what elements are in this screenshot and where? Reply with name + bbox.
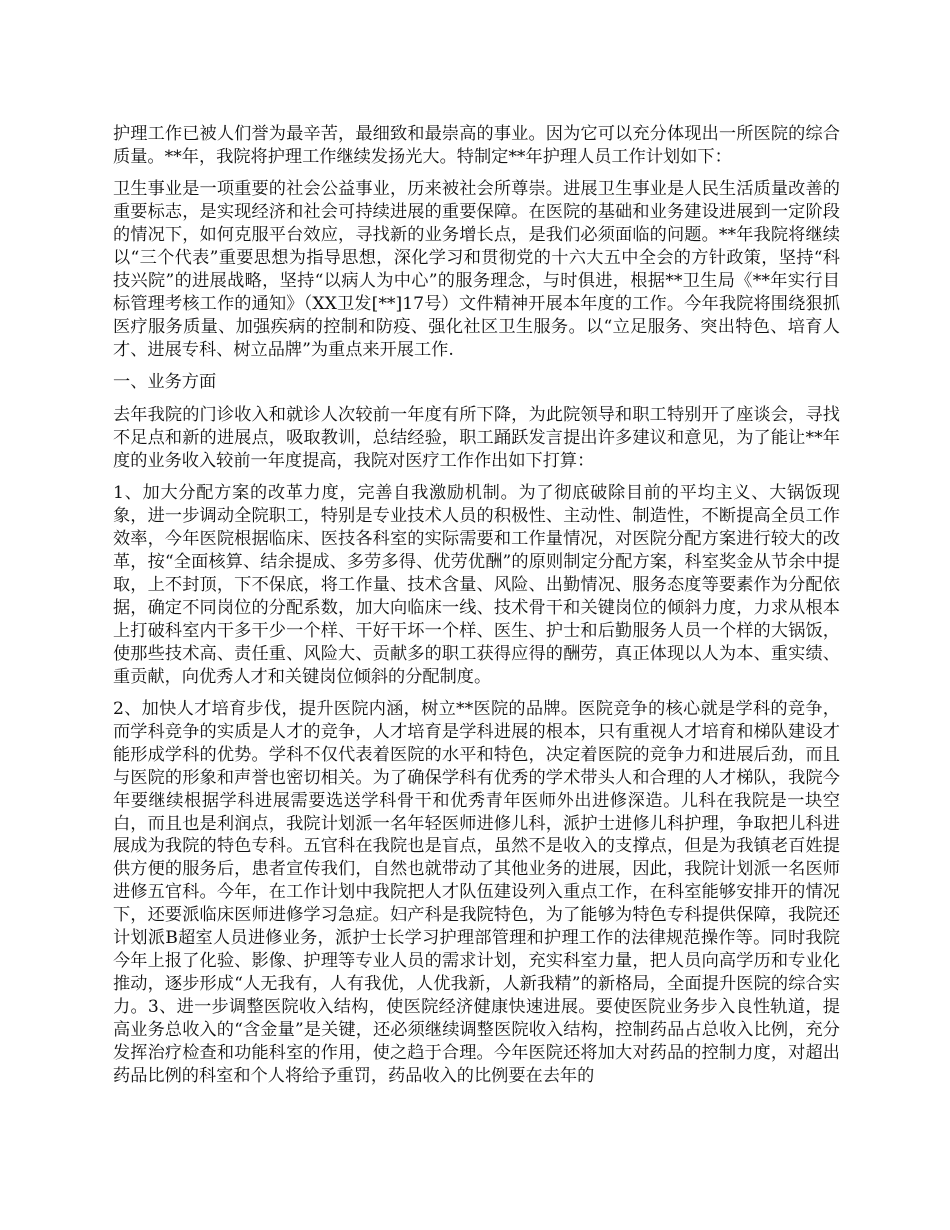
- document-body: [113, 123, 840, 1097]
- paragraph-intro: 护理工作已被人们誉为最辛苦，最细致和最崇高的事业。因为它可以充分体现出一所医院的综合质量。**年，我院将护理工作继续发扬光大。特制定**年护理人员工作计划如下：: [113, 124, 840, 167]
- paragraph-background: 卫生事业是一项重要的社会公益事业，历来被社会所尊崇。进展卫生事业是人民生活质量改善的重要标志，是实现经济和社会可持续进展的重要保障。在医院的基础和业务建设进展到一定阶段的情况下，如何克服平台效应，寻找新的业务增长点，是我们必须面临的问题。**年我院将继续以“三个代表”重要思想为指导思想，深化学习和贯彻党的十六大五中全会的方针政策，坚持“科技兴院”的进展战略，坚持“以病人为中心”的服务理念，与时俱进，根据**卫生局《**年实行目标管理考核工作的通知》（XX卫发[**]17号）文件精神开展本年度的工作。今年我院将围绕狠抓医疗服务质量、加强疾病的控制和防疫、强化社区卫生服务。以“立足服务、突出特色、培育人才、进展专科、树立品牌”为重点来开展工作.: [113, 179, 840, 360]
- section-heading-business: 一、业务方面: [113, 371, 217, 392]
- paragraph-item-1: 1、加大分配方案的改革力度，完善自我激励机制。为了彻底破除目前的平均主义、大锅饭现象，进一步调动全院职工，特别是专业技术人员的积极性、主动性、制造性，不断提高全员工作效率，今年医院根据临床、医技各科室的实际需要和工作量情况，对医院分配方案进行较大的改革，按“全面核算、结余提成、多劳多得、优劳优酬”的原则制定分配方案，科室奖金从节余中提取，上不封顶，下不保底，将工作量、技术含量、风险、出勤情况、服务态度等要素作为分配依据，确定不同岗位的分配系数，加大向临床一线、技术骨干和关键岗位的倾斜力度，力求从根本上打破科室内干多干少一个样、干好干坏一个样、医生、护士和后勤服务人员一个样的大锅饭，使那些技术高、责任重、风险大、贡献多的职工获得应得的酬劳，真正体现以人为本、重实绩、重贡献，向优秀人才和关键岗位倾斜的分配制度。: [113, 483, 840, 687]
- paragraph-review: 去年我院的门诊收入和就诊人次较前一年度有所下降，为此院领导和职工特别开了座谈会，寻找不足点和新的进展点，吸取教训，总结经验，职工踊跃发言提出许多建议和意见，为了能让**年度的业务收入较前一年度提高，我院对医疗工作作出如下打算：: [113, 405, 840, 472]
- paragraph-item-2-3: 2、加快人才培育步伐，提升医院内涵，树立**医院的品牌。医院竞争的核心就是学科的竞争，而学科竞争的实质是人才的竞争，人才培育是学科进展的根本，只有重视人才培育和梯队建设才能形成学科的优势。学科不仅代表着医院的水平和特色，决定着医院的竞争力和进展后劲，而且与医院的形象和声誉也密切相关。为了确保学科有优秀的学术带头人和合理的人才梯队，我院今年要继续根据学科进展需要选送学科骨干和优秀青年医师外出进修深造。儿科在我院是一块空白，而且也是利润点，我院计划派一名年轻医师进修儿科，派护士进修儿科护理，争取把儿科进展成为我院的特色专科。五官科在我院也是盲点，虽然不是收入的支撑点，但是为我镇老百姓提供方便的服务后，患者宣传我们，自然也就带动了其他业务的进展，因此，我院计划派一名医师进修五官科。今年，在工作计划中我院把人才队伍建设列入重点工作，在科室能够安排开的情况下，还要派临床医师进修学习急症。妇产科是我院特色，为了能够为特色专科提供保障，我院还计划派B超室人员进修业务，派护士长学习护理部管理和护理工作的法律规范操作等。同时我院今年上报了化验、影像、护理等专业人员的需求计划，充实科室力量，把人员向高学历和专业化推动，逐步形成“人无我有，人有我优，人优我新，人新我精”的新格局，全面提升医院的综合实力。3、进一步调整医院收入结构，使医院经济健康快速进展。要使医院业务步入良性轨道，提高业务总收入的“含金量”是关键，还必须继续调整医院收入结构，控制药品占总收入比例，充分发挥治疗检查和功能科室的作用，使之趋于合理。今年医院还将加大对药品的控制力度，对超出药品比例的科室和个人将给予重罚，药品收入的比例要在去年的: [113, 699, 840, 1086]
